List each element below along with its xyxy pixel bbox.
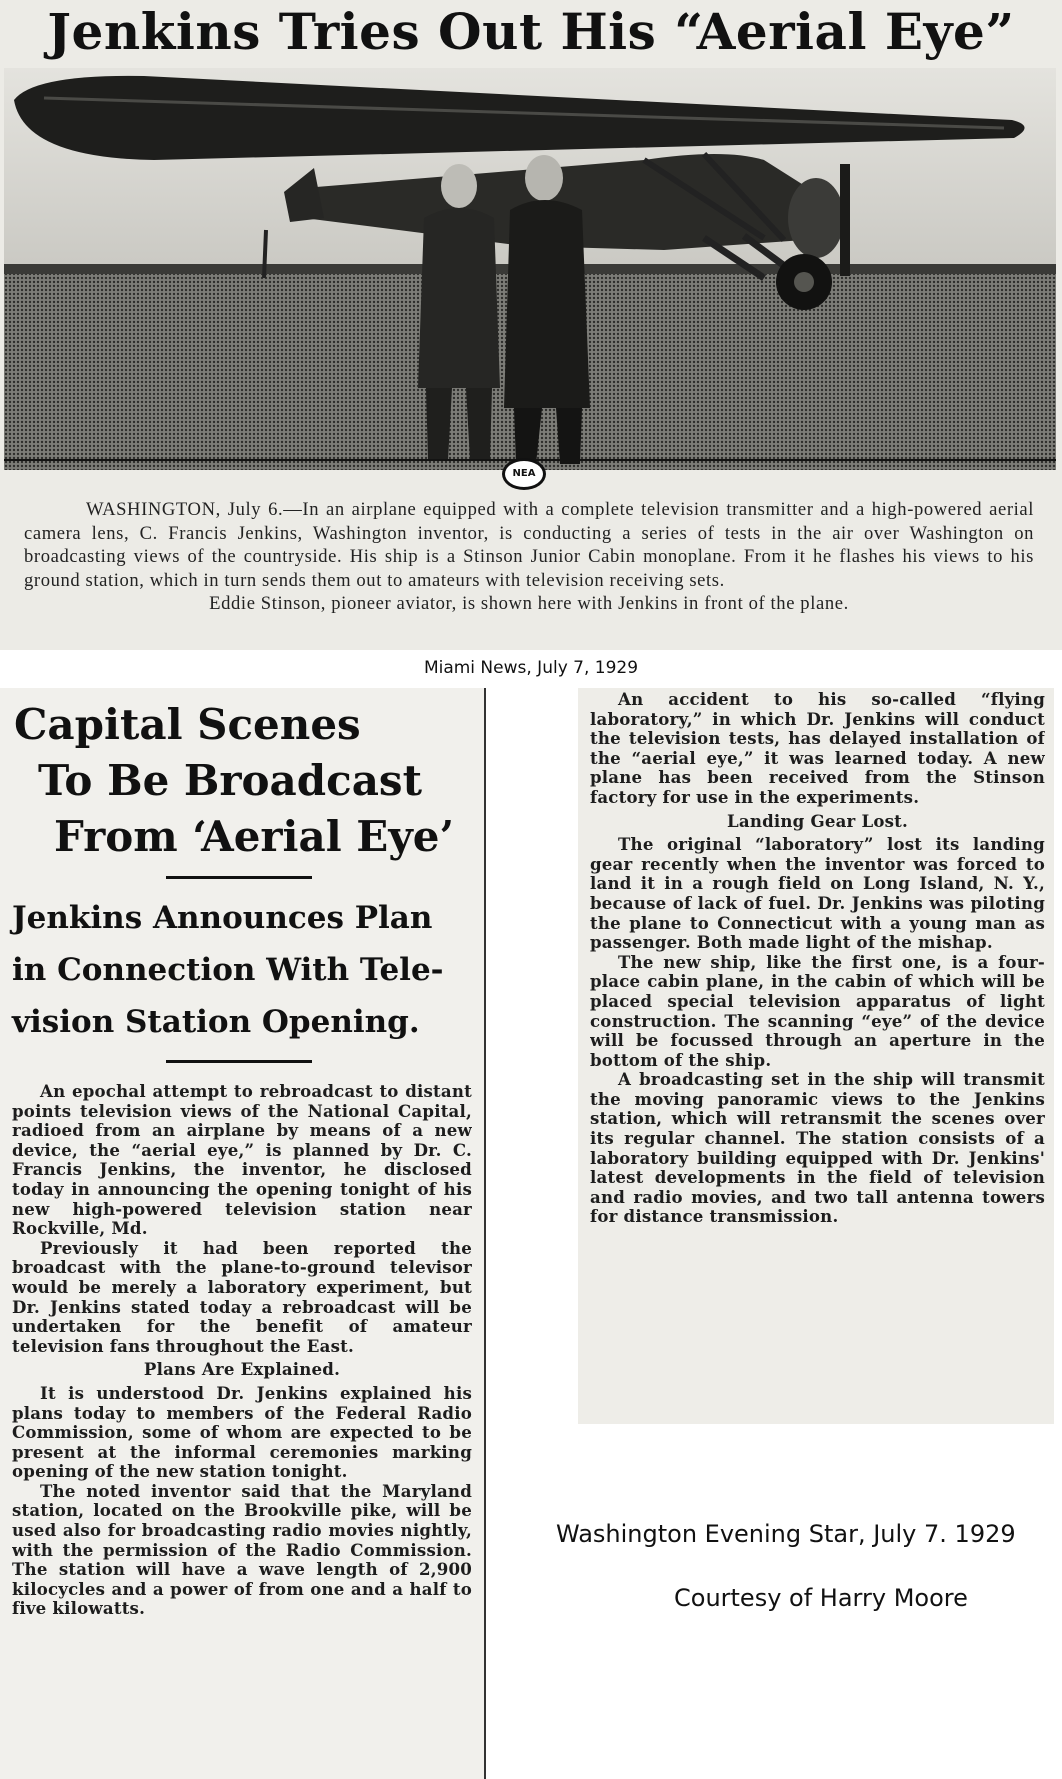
subhead-line-1: Jenkins Announces Plan [12, 900, 433, 936]
evening-star-source: Washington Evening Star, July 7. 1929 [556, 1520, 1016, 1548]
subhead-line-2: in Connection With Tele- [12, 952, 444, 988]
article-paragraph: Previously it had been reported the broadcast with the plane-to-ground televisor would be merely a laboratory experiment, but Dr. Jenkins stated today a rebroadcast will be undertaken for the benefit of amateur television fans throughout the East. [12, 1237, 472, 1356]
subhead-line-3: vision Station Opening. [12, 1004, 420, 1040]
caption-text: WASHINGTON, July 6.—In an airplane equipped with a complete television transmitter and a high-powered aerial camera lens, C. Francis Jenkins, Washington inventor, is conducting a series of tests in the air over Washington on broadcasting views of the countryside. His ship is a Stinson Junior Cabin monoplane. From it he flashes his views to his ground station, which in turn sends them out to amateurs with television receiving sets. [24, 499, 1034, 591]
photo-caption [24, 498, 1034, 616]
article-paragraph: An accident to his so-called “flying laboratory,” in which Dr. Jenkins will conduct the television tests, has delayed installation of the “aerial eye,” it was learned today. A new plane has been received from the Stinson factory for use in the experiments. [590, 690, 1045, 807]
headline-line-3: From ‘Aerial Eye’ [54, 812, 455, 861]
caption-credit-line: Eddie Stinson, pioneer aviator, is shown here with Jenkins in front of the plane. [209, 593, 849, 614]
right-article-body [590, 690, 1045, 1420]
subhead-divider [166, 1060, 312, 1063]
headline-line-2: To Be Broadcast [38, 756, 422, 805]
section-heading: Landing Gear Lost. [727, 810, 908, 831]
miami-news-source: Miami News, July 7, 1929 [423, 658, 639, 678]
article-paragraph: The original “laboratory” lost its landing gear recently when the inventor was forced to land it in a rough field on Long Island, N. Y., because of lack of fuel. Dr. Jenkins was piloting the plane to Connecticut with a young man as passenger. Both made light of the mishap. [590, 834, 1045, 953]
courtesy-credit: Courtesy of Harry Moore [674, 1584, 968, 1612]
headline-divider [166, 876, 312, 879]
article-paragraph: It is understood Dr. Jenkins explained his plans today to members of the Federal Radio Commission, some of whom are expected to be present at the informal ceremonies marking opening of the new station tonight. [12, 1382, 472, 1482]
headline-line-1: Capital Scenes [14, 700, 361, 749]
article-paragraph: The noted inventor said that the Maryland station, located on the Brookville pike, will be used also for broadcasting radio movies nightly, with the permission of the Radio Commission. The station will have a wave length of 2,900 kilocycles and a power of from one and a half to five kilowatts. [12, 1480, 472, 1619]
article-paragraph: A broadcasting set in the ship will transmit the moving panoramic views to the Jenkins station, which will retransmit the scenes over its regular channel. The station consists of a laboratory building equipped with Dr. Jenkins' latest developments in the field of television and radio movies, and two tall antenna towers for distance transmission. [590, 1069, 1045, 1227]
article-paragraph: An epochal attempt to rebroadcast to distant points television views of the National Capital, radioed from an airplane by means of a new device, the “aerial eye,” is planned by Dr. C. Francis Jenkins, the inventor, he disclosed today in announcing the opening tonight of his new high-powered television station near Rockville, Md. [12, 1082, 472, 1239]
top-headline: Jenkins Tries Out His “Aerial Eye” [47, 2, 1015, 61]
section-heading: Plans Are Explained. [143, 1359, 341, 1380]
airplane-photo [4, 68, 1056, 470]
left-article-body [12, 1082, 472, 1772]
article-paragraph: The new ship, like the first one, is a four-place cabin plane, in the cabin of which will be placed special television apparatus of light construction. The scanning “eye” of the device will be focussed through an aperture in the bottom of the ship. [590, 951, 1045, 1070]
nea-logo: NEA [502, 458, 546, 490]
